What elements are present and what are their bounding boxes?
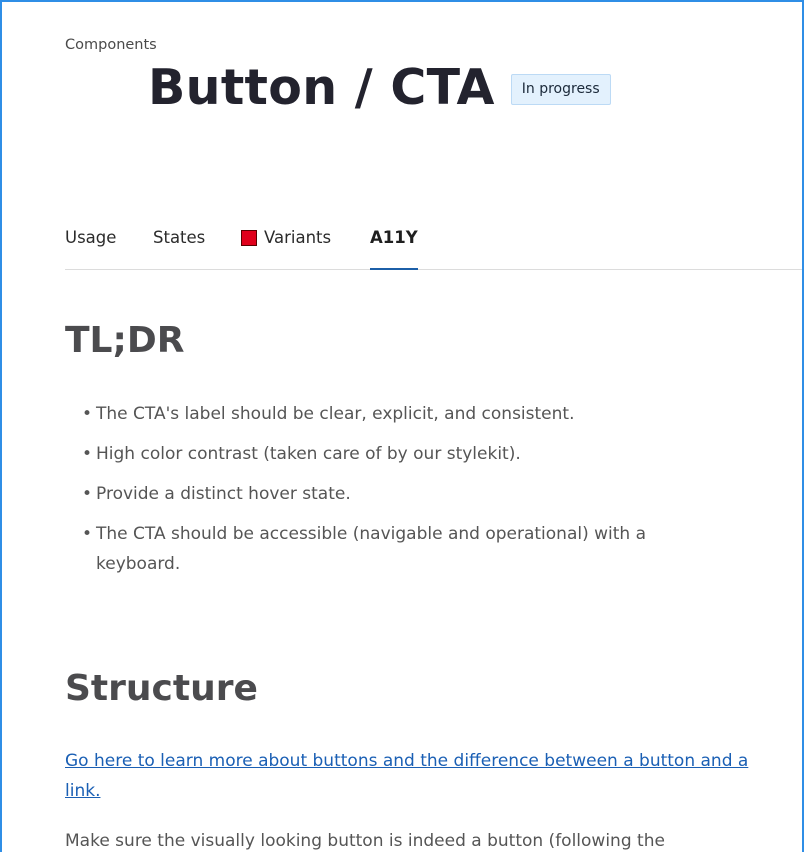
tldr-heading: TL;DR bbox=[65, 320, 185, 361]
list-item: • The CTA should be accessible (navigable and operational) with a keyboard. bbox=[82, 519, 692, 579]
title-row bbox=[148, 58, 611, 118]
tab-variants[interactable] bbox=[241, 222, 331, 269]
structure-paragraph: Make sure the visually looking button is indeed a button (following the bbox=[65, 831, 665, 851]
tab-a11y[interactable] bbox=[370, 222, 418, 269]
tab-a11y-label: A11Y bbox=[370, 228, 418, 247]
red-swatch-icon bbox=[241, 230, 257, 246]
tab-variants-label: Variants bbox=[264, 228, 332, 247]
tab-states[interactable] bbox=[153, 222, 205, 269]
breadcrumb[interactable]: Components bbox=[65, 37, 157, 53]
tldr-list bbox=[82, 399, 692, 589]
tab-usage[interactable] bbox=[65, 222, 116, 269]
tab-states-label: States bbox=[153, 228, 206, 247]
learn-more-link[interactable]: Go here to learn more about buttons and the difference between a button and a link. bbox=[65, 751, 749, 801]
page-title: Button / CTA bbox=[148, 59, 495, 116]
tab-usage-label: Usage bbox=[65, 228, 117, 247]
status-badge: In progress bbox=[511, 74, 611, 105]
structure-heading: Structure bbox=[65, 668, 258, 709]
tab-bar bbox=[65, 222, 802, 270]
list-item: • The CTA's label should be clear, explicit, and consistent. bbox=[82, 399, 692, 429]
list-item: • High color contrast (taken care of by our stylekit). bbox=[82, 439, 692, 469]
list-item: • Provide a distinct hover state. bbox=[82, 479, 692, 509]
